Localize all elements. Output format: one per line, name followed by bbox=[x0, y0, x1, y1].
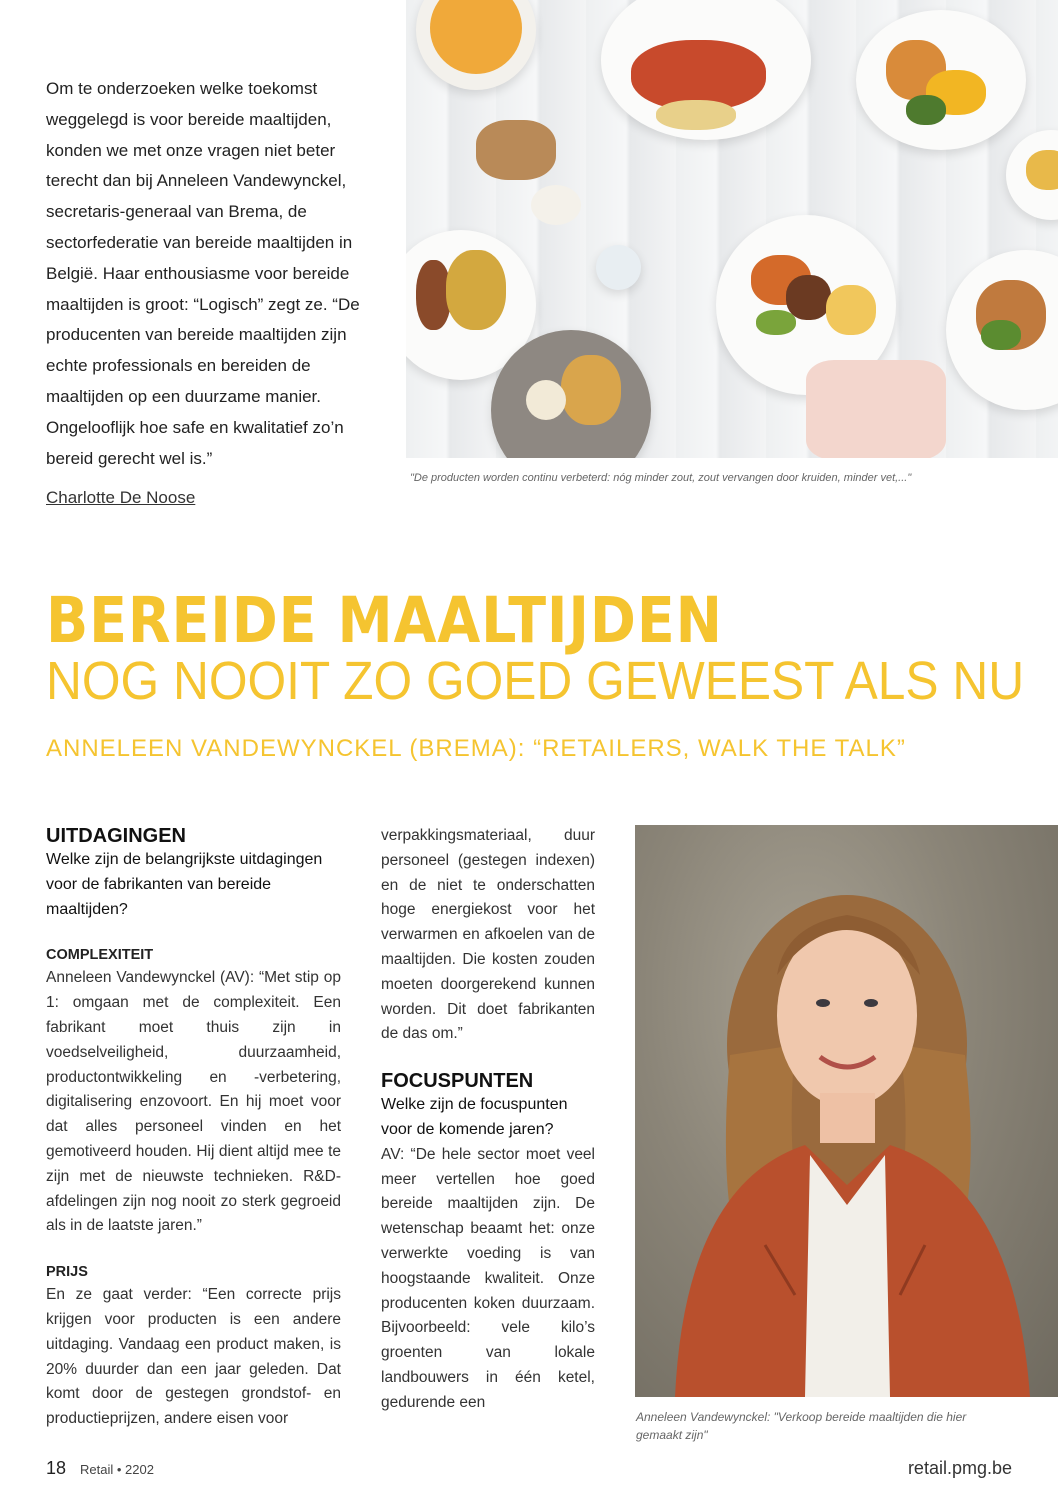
intro-line: terecht dan bij Anneleen Vandewynckel, bbox=[46, 171, 347, 191]
interview-question: Welke zijn de focuspunten voor de komende jaren? bbox=[381, 1096, 568, 1138]
intro-line: producenten van bereide maaltijden zijn bbox=[46, 325, 347, 345]
page-kicker: ANNELEEN VANDEWYNCKEL (BREMA): “RETAILERS, WALK THE TALK” bbox=[46, 735, 906, 762]
portrait-photo bbox=[635, 825, 1058, 1397]
intro-line: Om te onderzoeken welke toekomst bbox=[46, 79, 318, 98]
article-column-1 bbox=[46, 824, 341, 1432]
website-link[interactable]: retail.pmg.be bbox=[907, 1458, 1012, 1478]
intro-paragraph bbox=[46, 74, 366, 474]
subheading-complexiteit: COMPLEXITEIT bbox=[46, 947, 154, 964]
intro-line: bereid gerecht wel is.” bbox=[46, 448, 213, 468]
intro-line: maaltijden is groot: “Logisch” zegt ze. “De bbox=[46, 294, 360, 314]
intro-line: maaltijden op een duurzame manier. bbox=[46, 386, 321, 406]
intro-line: sectorfederatie van bereide maaltijden in bbox=[46, 232, 353, 252]
section-title-uitdagingen: UITDAGINGEN bbox=[46, 825, 186, 847]
page-number: 18 bbox=[46, 1458, 67, 1478]
interview-question: Welke zijn de belangrijkste uitdagingen voor de fabrikanten van bereide maaltijden? bbox=[46, 851, 323, 918]
magazine-issue: Retail • 2202 bbox=[80, 1462, 154, 1477]
intro-line: secretaris-generaal van Brema, de bbox=[46, 202, 307, 222]
subheading-prijs: PRIJS bbox=[46, 1264, 88, 1281]
intro-line: België. Haar enthousiasme voor bereide bbox=[46, 263, 350, 283]
portrait-caption: Anneleen Vandewynckel: "Verkoop bereide maaltijden die hier gemaakt zijn" bbox=[636, 1410, 967, 1442]
intro-line: Ongelooflijk hoe safe en kwalitatief zo’n bbox=[46, 417, 344, 437]
intro-line: konden we met onze vragen niet beter bbox=[46, 140, 336, 160]
intro-line: weggelegd is voor bereide maaltijden, bbox=[46, 109, 332, 129]
section-title-focuspunten: FOCUSPUNTEN bbox=[381, 1070, 534, 1093]
page-subtitle: NOG NOOIT ZO GOED GEWEEST ALS NU bbox=[46, 651, 1025, 711]
intro-line: echte professionals en bereiden de bbox=[46, 356, 311, 376]
hero-food-photo bbox=[406, 0, 1058, 458]
hero-caption: "De producten worden continu verbeterd: nóg minder zout, zout vervangen door kruiden, minder vet,..." bbox=[410, 472, 912, 484]
body-paragraph: verpakkingsmateriaal, duur personeel (gestegen indexen) en de niet te onderschatten hoge energiekost voor het verwarmen en afkoelen van de maaltijden. Die kosten zouden moeten doorgerekend kunnen worden. Dit doet fabrikanten de das om.” bbox=[381, 827, 595, 1043]
article-column-2 bbox=[381, 824, 595, 1416]
author-link[interactable]: Charlotte De Noose bbox=[46, 488, 196, 507]
body-paragraph: Anneleen Vandewynckel (AV): “Met stip op 1: omgaan met de complexiteit. Een fabrikant moet thuis zijn in voedselveiligheid, duurzaamheid, productontwikkeling en -verbetering, digitalisering enzovoort. En hij moet voor dat alles personeel vinden en het gemotiveerd houden. Hij dient altijd mee te zijn met de nieuwste technieken. R&D-afdelingen zijn nog nooit zo sterk gegroeid als in de laatste jaren.” bbox=[46, 969, 341, 1235]
body-paragraph: AV: “De hele sector moet veel meer vertellen hoe goed bereide maaltijden zijn. De wetenschap beaamt het: onze verwerkte voeding is van hoogstaande kwaliteit. Onze producenten koken duurzaam. Bijvoorbeeld: vele kilo’s groenten van lokale landbouwers in één ketel, gedurende een bbox=[381, 1145, 595, 1411]
body-paragraph: En ze gaat verder: “Een correcte prijs krijgen voor producten is een andere uitdaging. Vandaag een product maken, is 20% duurder dan een jaar geleden. Dat komt door de gestegen grondstof- en productieprijzen, andere eisen voor bbox=[46, 1286, 341, 1428]
page-title: BEREIDE MAALTIJDEN bbox=[46, 584, 723, 657]
